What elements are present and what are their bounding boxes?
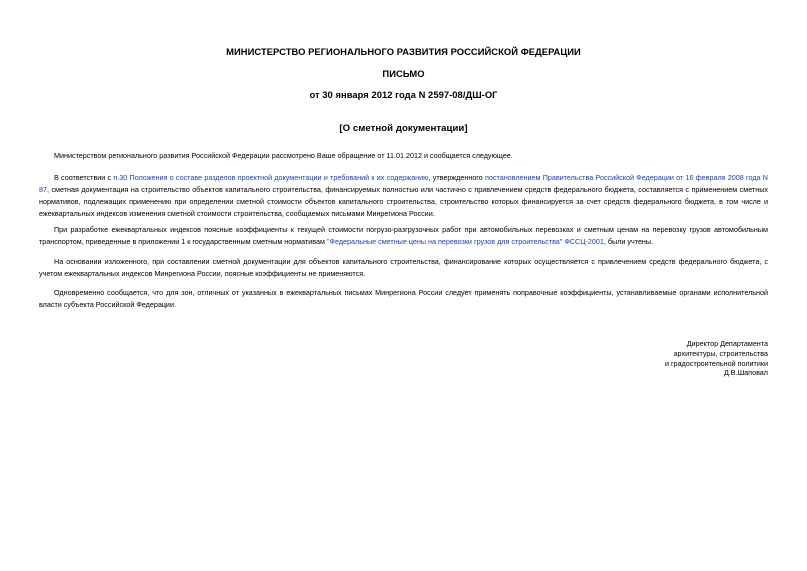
paragraph-coefficients-text-end: , были учтены. [603,236,654,246]
ministry-heading: МИНИСТЕРСТВО РЕГИОНАЛЬНОГО РАЗВИТИЯ РОССИЙСКОЙ ФЕДЕРАЦИИ [226,46,581,57]
paragraph-regulation-text-start: В соответствии с [54,173,114,182]
paragraph-conclusion: На основании изложенного, при составлении сметной документации для объектов капитального строительства, финансирование которых осуществляется с привлечением средств федерального бюджета, с учетом ежеквартальных индексов Минрегиона России, поясные коэффициенты не применяются. [39,257,768,278]
government-decree-link[interactable]: постановлением Правительства Российской Федерации от 16 февраля 2008 года N 87 [39,173,768,194]
signature-position-line3: и градостроительной политики [664,358,768,368]
paragraph-regulation-text-end: , сметная документация на строительство объектов капитального строительства, финансируемых полностью или частично с привлечением средств федерального бюджета, составляется с применением сметных нормативов, подлежащих применению при определении сметной стоимости объектов капитального строительства, строительство которых финансируется за счет средств федерального бюджета, в том числе и ежеквартальных индексов изменения сметной стоимости строительства, сообщаемых письмами Минрегиона России. [39,184,768,218]
document-type-heading: ПИСЬМО [382,68,425,79]
signature-position-line2: архитектуры, строительства [673,348,768,358]
paragraph-coefficients [39,224,768,248]
signature-position-line1: Директор Департамента [686,339,768,348]
paragraph-regulation [39,172,768,220]
regulation-clause-link[interactable]: п.30 Положения о составе разделов проектной документации и требований к их содержанию [113,173,429,182]
paragraph-coefficients-text-start: При разработке ежеквартальных индексов поясные коэффициенты к текущей стоимости погрузо-разгрузочных работ при автомобильных перевозках и сметным ценам на перевозку грузов автомобильным транспортом, приведенные в приложении 1 к государственным сметным нормативам [39,225,768,246]
paragraph-intro: Министерством регионального развития Российской Федерации рассмотрено Ваше обращение от 11.01.2012 и сообщается следующее. [54,151,513,160]
paragraph-regulation-text-middle: , утвержденного [428,173,486,182]
date-number-heading: от 30 января 2012 года N 2597-08/ДШ-ОГ [309,89,498,100]
paragraph-zones: Одновременно сообщается, что для зон, отличных от указанных в ежеквартальных письмах Минрегиона России следует применять поправочные коэффициенты, устанавливаемые органами исполнительной власти субъекта Российской Федерации. [39,288,768,309]
signatory-name: Д.В.Шаповал [723,368,768,378]
subject-heading: [О сметной документации] [339,123,468,134]
federal-prices-link[interactable]: "Федеральные сметные цены на перевозки грузов для строительства" ФССЦ-2001 [327,236,604,246]
signature-block [665,339,768,378]
